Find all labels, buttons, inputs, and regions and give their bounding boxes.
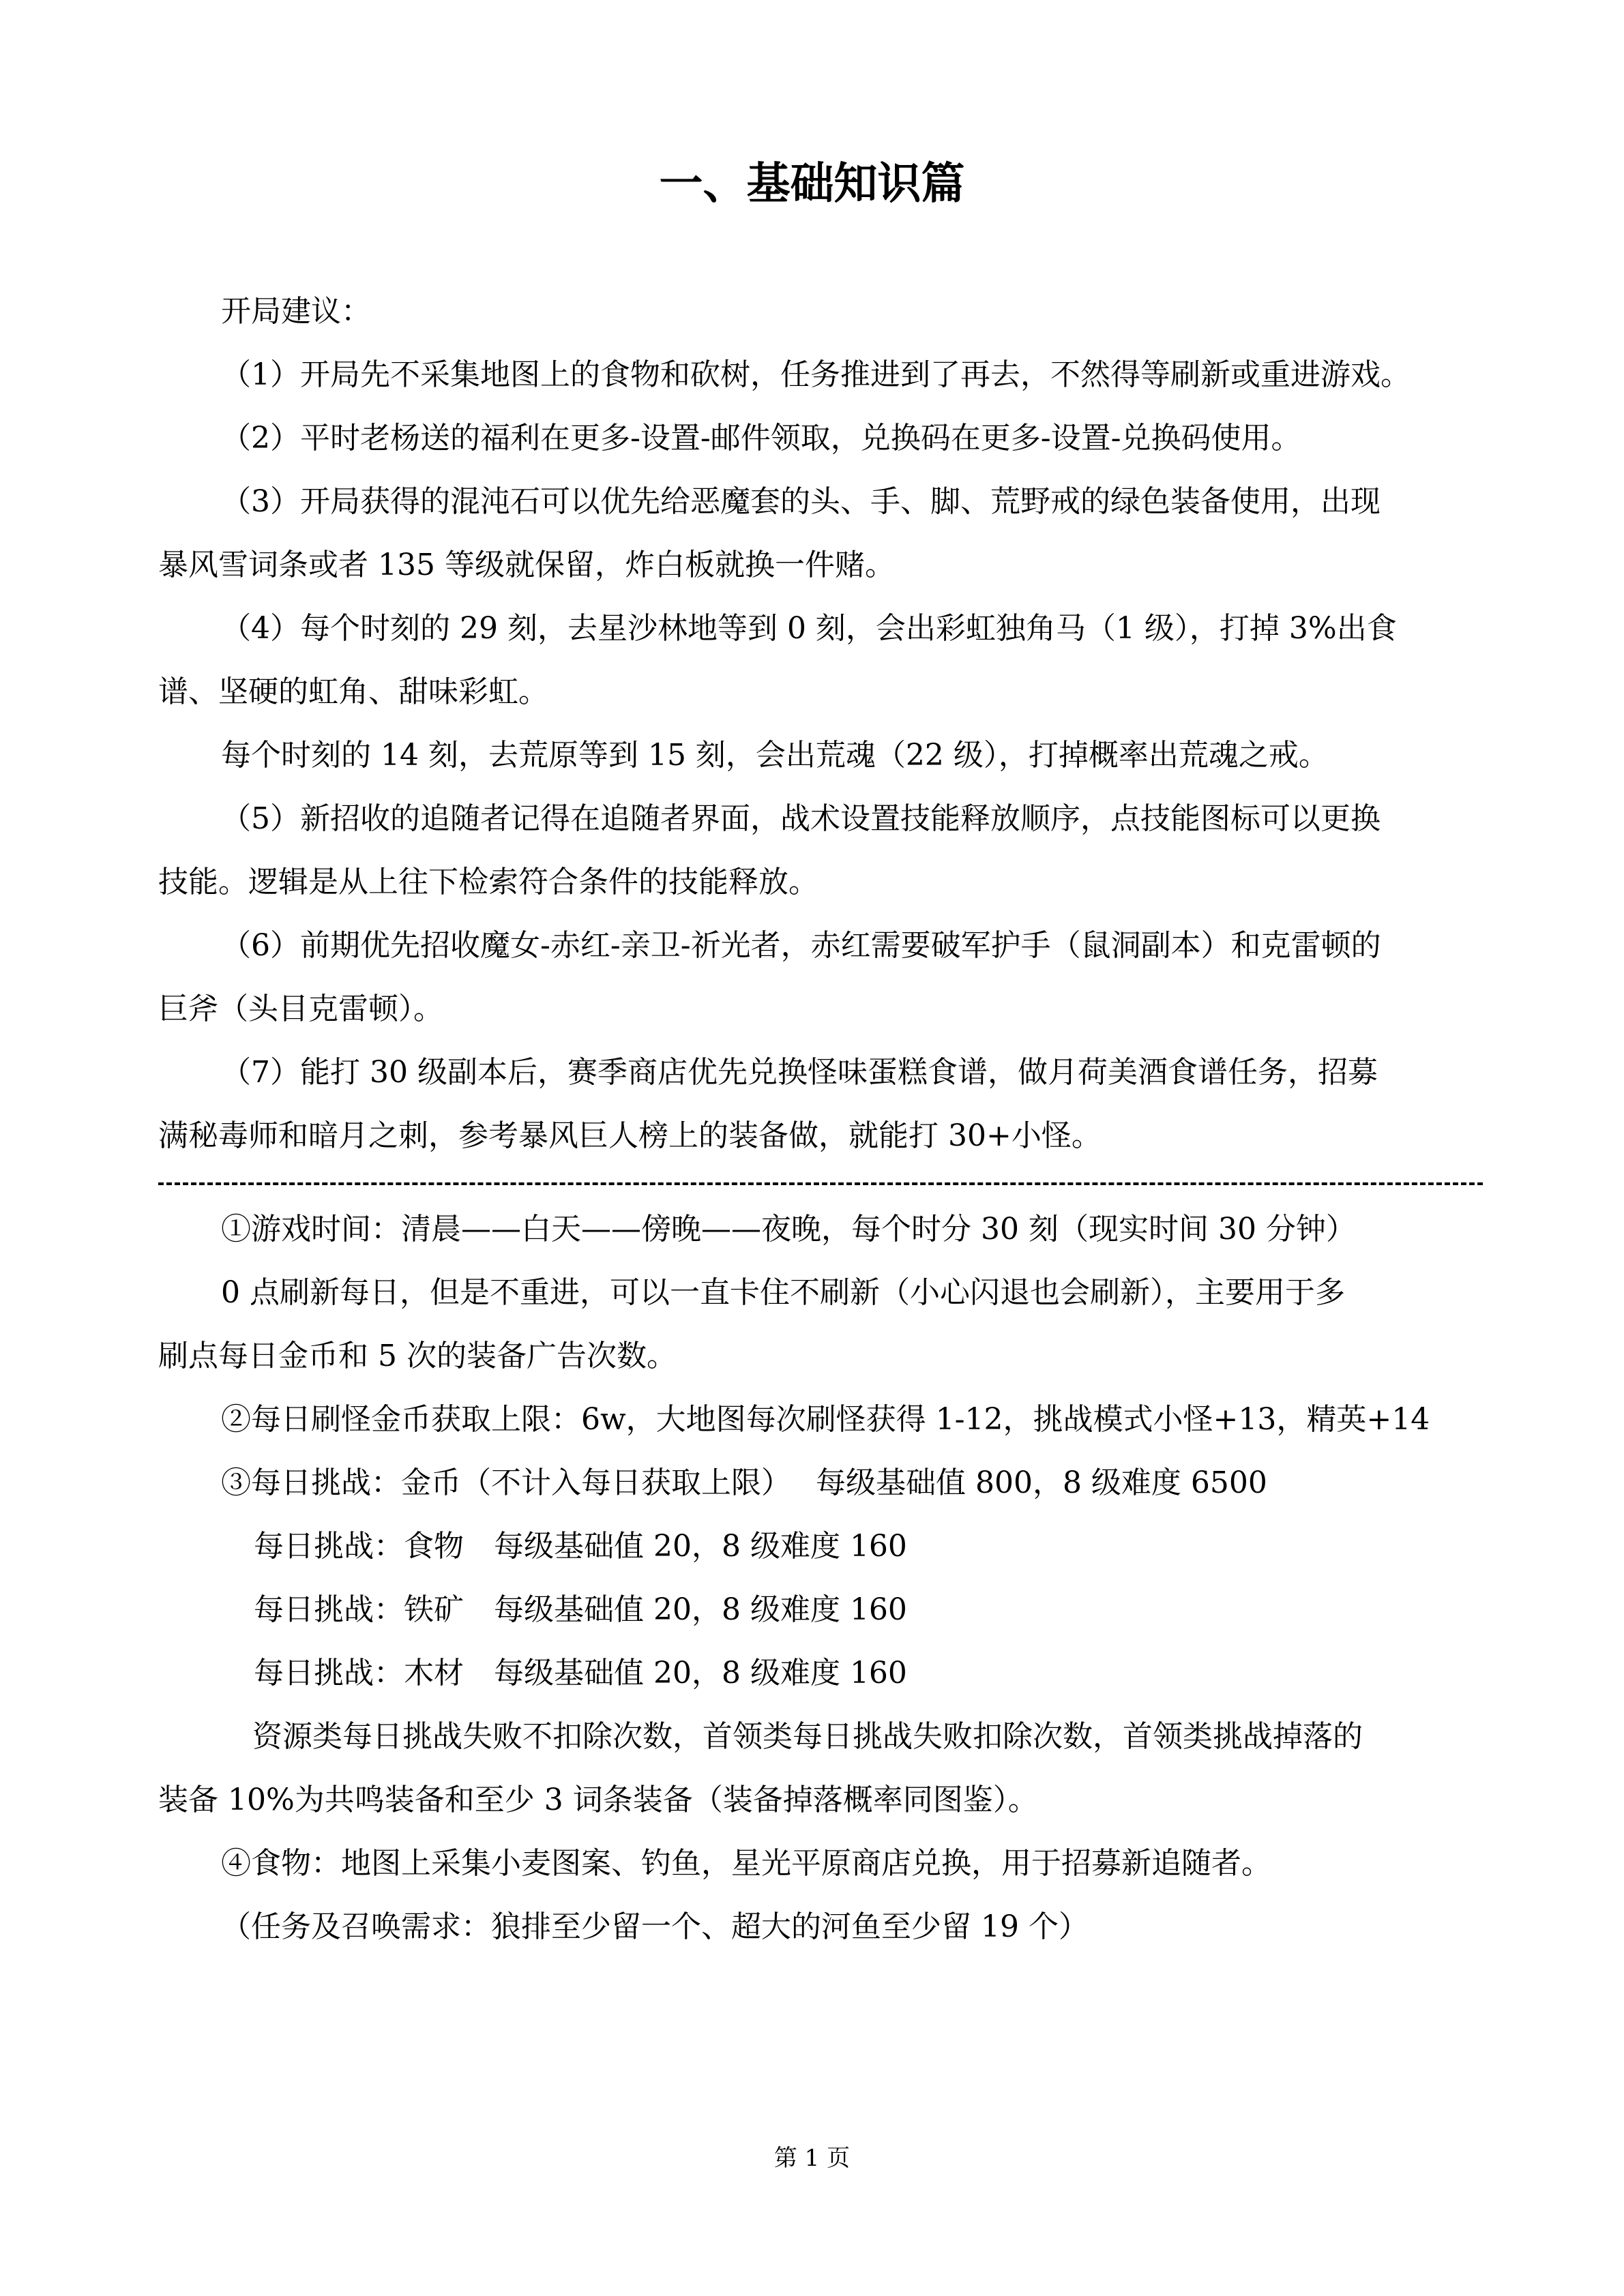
tip-1-line: （1）开局先不采集地图上的食物和砍树，任务推进到了再去，不然得等刷新或重进游戏。 xyxy=(221,357,1411,392)
food-requirement-line: （任务及召唤需求：狼排至少留一个、超大的河鱼至少留 19 个） xyxy=(221,1909,1089,1944)
section-heading-opening-tips: 开局建议： xyxy=(221,294,371,329)
tip-6-line-2: 巨斧（头目克雷顿）。 xyxy=(158,992,443,1026)
daily-refresh-line-2: 刷点每日金币和 5 次的装备广告次数。 xyxy=(158,1339,677,1373)
tip-7-line-1: （7）能打 30 级副本后，赛季商店优先兑换怪味蛋糕食谱，做月荷美酒食谱任务，招募 xyxy=(221,1055,1378,1090)
game-time-line: ①游戏时间：清晨——白天——傍晚——夜晚，每个时分 30 刻（现实时间 30 分钟） xyxy=(221,1212,1356,1247)
tip-4-line-3: 每个时刻的 14 刻，去荒原等到 15 刻，会出荒魂（22 级），打掉概率出荒魂之戒。 xyxy=(221,738,1329,773)
daily-gold-cap-line: ②每日刷怪金币获取上限：6w，大地图每次刷怪获得 1-12，挑战模式小怪+13，精英+14 xyxy=(221,1402,1430,1437)
daily-challenge-food-line: 每日挑战：食物 每级基础值 20，8 级难度 160 xyxy=(254,1529,907,1564)
daily-refresh-line-1: 0 点刷新每日，但是不重进，可以一直卡住不刷新（小心闪退也会刷新），主要用于多 xyxy=(221,1275,1345,1310)
tip-5-line-1: （5）新招收的追随者记得在追随者界面，战术设置技能释放顺序，点技能图标可以更换 xyxy=(221,801,1381,836)
daily-challenge-iron-line: 每日挑战：铁矿 每级基础值 20，8 级难度 160 xyxy=(254,1592,907,1627)
tip-5-line-2: 技能。逻辑是从上往下检索符合条件的技能释放。 xyxy=(158,865,818,899)
dashed-divider xyxy=(158,1182,1483,1185)
challenge-rules-line-1: 资源类每日挑战失败不扣除次数，首领类每日挑战失败扣除次数，首领类挑战掉落的 xyxy=(252,1719,1363,1754)
tip-7-line-2: 满秘毒师和暗月之刺，参考暴风巨人榜上的装备做，就能打 30+小怪。 xyxy=(158,1118,1102,1153)
document-body xyxy=(158,280,1483,1958)
tip-3-line-2: 暴风雪词条或者 135 等级就保留，炸白板就换一件赌。 xyxy=(158,548,895,582)
tip-4-line-2: 谱、坚硬的虹角、甜味彩虹。 xyxy=(158,674,548,709)
tip-4-line-1: （4）每个时刻的 29 刻，去星沙林地等到 0 刻，会出彩虹独角马（1 级），打掉 3%出食 xyxy=(221,611,1397,646)
page-number: 第 1 页 xyxy=(773,2145,851,2172)
page-title: 一、基础知识篇 xyxy=(659,158,965,209)
tip-2-line: （2）平时老杨送的福利在更多-设置-邮件领取，兑换码在更多-设置-兑换码使用。 xyxy=(221,421,1301,456)
challenge-rules-line-2: 装备 10%为共鸣装备和至少 3 词条装备（装备掉落概率同图鉴）。 xyxy=(158,1783,1038,1817)
tip-6-line-1: （6）前期优先招收魔女-赤红-亲卫-祈光者，赤红需要破军护手（鼠洞副本）和克雷顿的 xyxy=(221,928,1381,963)
daily-challenge-wood-line: 每日挑战：木材 每级基础值 20，8 级难度 160 xyxy=(254,1656,907,1690)
food-source-line: ④食物：地图上采集小麦图案、钓鱼，星光平原商店兑换，用于招募新追随者。 xyxy=(221,1846,1271,1881)
daily-challenge-gold-line: ③每日挑战：金币（不计入每日获取上限） 每级基础值 800，8 级难度 6500 xyxy=(221,1465,1267,1500)
tip-3-line-1: （3）开局获得的混沌石可以优先给恶魔套的头、手、脚、荒野戒的绿色装备使用，出现 xyxy=(221,484,1381,519)
